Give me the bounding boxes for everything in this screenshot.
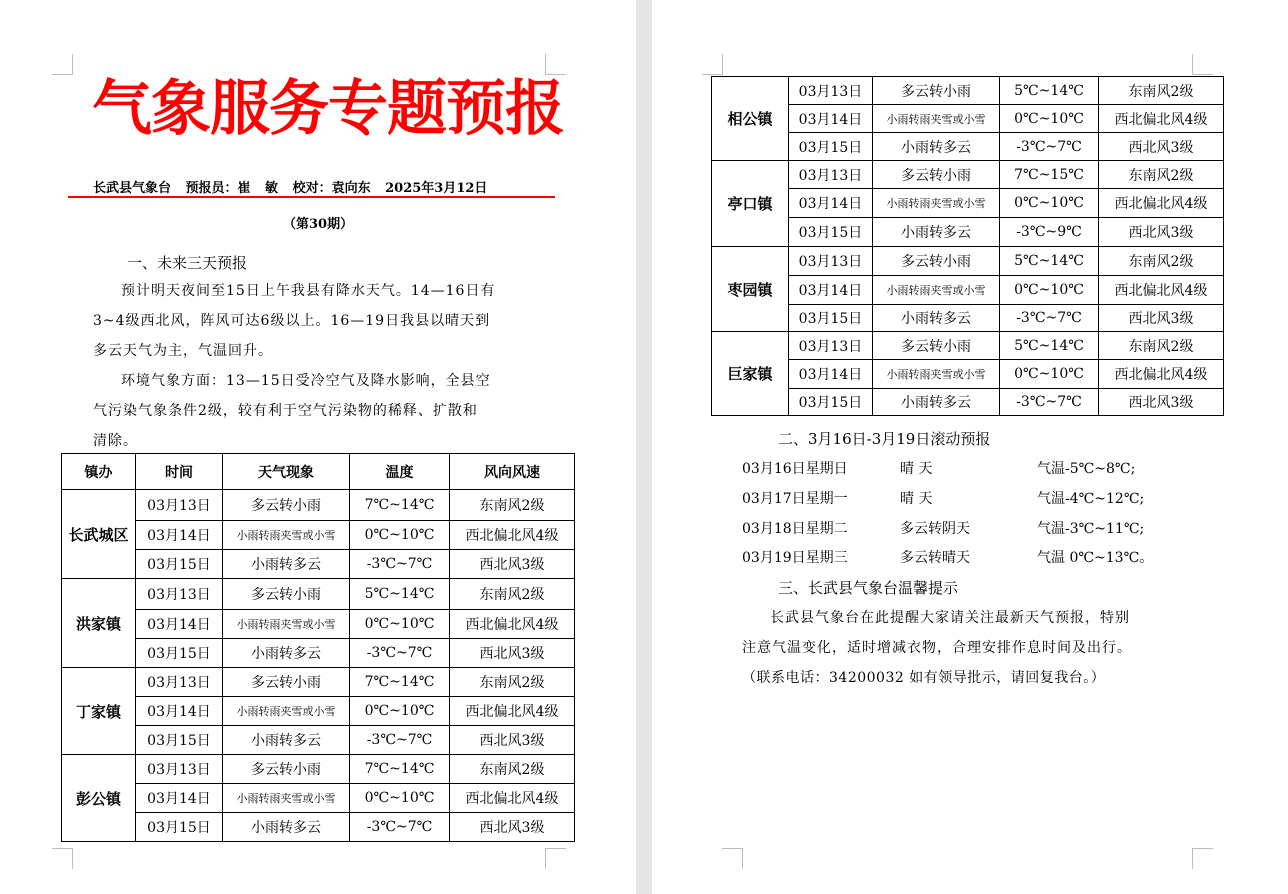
table-row	[62, 579, 575, 610]
forecast-paragraph	[93, 276, 563, 456]
date-cell: 03月14日	[136, 610, 223, 639]
paragraph-line: 长武县气象台在此提醒大家请关注最新天气预报，特别	[770, 610, 1130, 626]
paragraph-line: 预计明天夜间至15日上午我县有降水天气。14—16日有	[121, 283, 496, 299]
date-cell: 03月14日	[136, 784, 223, 813]
table-row	[712, 161, 1224, 189]
temp-cell: -3℃~7℃	[350, 726, 450, 755]
town-name: 长武城区	[62, 490, 136, 579]
roll-weather: 晴 天	[900, 491, 933, 507]
paragraph-line: 清除。	[93, 433, 138, 449]
wind-cell: 西北风3级	[1099, 389, 1224, 416]
table-row	[62, 521, 575, 550]
weather-cell: 小雨转雨夹雪或小雪	[873, 189, 1000, 218]
wind-cell: 东南风2级	[450, 755, 575, 784]
weather-cell: 多云转小雨	[873, 161, 1000, 189]
temp-cell: 0℃~10℃	[1000, 105, 1099, 133]
temp-cell: 7℃~15℃	[1000, 161, 1099, 189]
wind-cell: 西北风3级	[1099, 133, 1224, 161]
weather-cell: 小雨转雨夹雪或小雪	[223, 697, 350, 726]
weather-cell: 多云转小雨	[223, 755, 350, 784]
date-cell: 03月15日	[136, 639, 223, 668]
date-cell: 03月15日	[789, 218, 873, 247]
crop-mark	[1192, 848, 1213, 869]
section-heading-2: 二、3月16日-3月19日滚动预报	[778, 430, 991, 448]
wind-cell: 西北风3级	[1099, 218, 1224, 247]
date-cell: 03月13日	[789, 161, 873, 189]
roll-temp: 气温-5℃~8℃;	[1037, 461, 1136, 477]
weather-cell: 小雨转雨夹雪或小雪	[873, 276, 1000, 305]
temp-cell: -3℃~7℃	[350, 639, 450, 668]
weather-cell: 多云转小雨	[873, 332, 1000, 360]
wind-cell: 东南风2级	[1099, 332, 1224, 360]
temp-cell: 0℃~10℃	[350, 697, 450, 726]
roll-weather: 多云转阴天	[900, 521, 970, 537]
date-cell: 03月14日	[136, 521, 223, 550]
town-name: 枣园镇	[712, 247, 789, 332]
crop-mark	[52, 848, 73, 869]
wind-cell: 西北偏北风4级	[1099, 360, 1224, 389]
column-header: 风向风速	[450, 454, 575, 490]
paragraph-line: 注意气温变化，适时增减衣物，合理安排作息时间及出行。	[742, 640, 1132, 656]
wind-cell: 西北风3级	[450, 550, 575, 579]
temp-cell: 0℃~10℃	[1000, 189, 1099, 218]
date-cell: 03月15日	[789, 305, 873, 332]
temp-cell: 0℃~10℃	[1000, 276, 1099, 305]
temp-cell: 5℃~14℃	[1000, 247, 1099, 276]
wind-cell: 西北偏北风4级	[1099, 276, 1224, 305]
roll-temp: 气温-4℃~12℃;	[1037, 491, 1145, 507]
town-name: 相公镇	[712, 77, 789, 161]
weather-cell: 多云转小雨	[223, 490, 350, 521]
wind-cell: 西北偏北风4级	[450, 521, 575, 550]
table-row	[62, 610, 575, 639]
wind-cell: 东南风2级	[1099, 77, 1224, 105]
date-cell: 03月13日	[789, 332, 873, 360]
masthead-title: 气象服务专题预报	[92, 74, 564, 144]
table-row	[62, 697, 575, 726]
table-row	[62, 813, 575, 842]
town-name: 彭公镇	[62, 755, 136, 842]
weather-cell: 小雨转多云	[223, 639, 350, 668]
date-cell: 03月15日	[789, 133, 873, 161]
crop-mark	[545, 848, 566, 869]
table-row	[62, 784, 575, 813]
table-row	[712, 218, 1224, 247]
roll-date: 03月19日星期三	[742, 550, 848, 566]
wind-cell: 西北偏北风4级	[450, 610, 575, 639]
date-cell: 03月13日	[136, 579, 223, 610]
town-name: 丁家镇	[62, 668, 136, 755]
table-row	[712, 77, 1224, 105]
weather-cell: 小雨转多云	[223, 813, 350, 842]
table-row	[62, 490, 575, 521]
contact-line: （联系电话：34200032 如有领导批示，请回复我台。）	[742, 670, 1106, 686]
table-row	[712, 247, 1224, 276]
date-cell: 03月13日	[789, 247, 873, 276]
temp-cell: 0℃~10℃	[350, 521, 450, 550]
section-heading-1: 一、未来三天预报	[127, 254, 248, 272]
table-row	[712, 332, 1224, 360]
wind-cell: 东南风2级	[1099, 161, 1224, 189]
temp-cell: 7℃~14℃	[350, 490, 450, 521]
roll-date: 03月17日星期一	[742, 491, 848, 507]
weather-cell: 小雨转多云	[873, 389, 1000, 416]
wind-cell: 西北风3级	[1099, 305, 1224, 332]
table-row	[62, 639, 575, 668]
temp-cell: 0℃~10℃	[1000, 360, 1099, 389]
date-cell: 03月13日	[136, 490, 223, 521]
wind-cell: 西北偏北风4级	[450, 784, 575, 813]
roll-temp: 气温-3℃~11℃;	[1037, 521, 1145, 537]
wind-cell: 西北风3级	[450, 813, 575, 842]
wind-cell: 东南风2级	[450, 579, 575, 610]
wind-cell: 东南风2级	[1099, 247, 1224, 276]
temp-cell: 0℃~10℃	[350, 610, 450, 639]
weather-cell: 小雨转多云	[873, 133, 1000, 161]
date-cell: 03月15日	[136, 550, 223, 579]
temp-cell: -3℃~7℃	[350, 550, 450, 579]
column-header: 天气现象	[223, 454, 350, 490]
temp-cell: -3℃~7℃	[1000, 389, 1099, 416]
issue-number: （第30期）	[283, 217, 354, 232]
paragraph-line: 多云天气为主，气温回升。	[93, 343, 273, 359]
town-name: 巨家镇	[712, 332, 789, 416]
temp-cell: -3℃~9℃	[1000, 218, 1099, 247]
table-row	[62, 550, 575, 579]
weather-cell: 小雨转雨夹雪或小雪	[223, 784, 350, 813]
temp-cell: -3℃~7℃	[350, 813, 450, 842]
roll-date: 03月16日星期日	[742, 461, 848, 477]
wind-cell: 西北偏北风4级	[1099, 189, 1224, 218]
roll-weather: 晴 天	[900, 461, 933, 477]
weather-cell: 小雨转雨夹雪或小雪	[873, 105, 1000, 133]
crop-mark	[722, 848, 743, 869]
weather-cell: 小雨转雨夹雪或小雪	[873, 360, 1000, 389]
weather-cell: 小雨转多云	[873, 218, 1000, 247]
town-name: 洪家镇	[62, 579, 136, 668]
paragraph-line: 3~4级西北风，阵风可达6级以上。16—19日我县以晴天到	[93, 313, 491, 329]
wind-cell: 西北风3级	[450, 639, 575, 668]
forecast-table	[61, 453, 575, 842]
reminder-paragraph	[742, 603, 1220, 693]
table-row	[62, 755, 575, 784]
paragraph-line: 气污染气象条件2级，较有利于空气污染物的稀释、扩散和	[93, 403, 478, 419]
temp-cell: -3℃~7℃	[1000, 305, 1099, 332]
weather-cell: 多云转小雨	[223, 668, 350, 697]
weather-cell: 小雨转雨夹雪或小雪	[223, 610, 350, 639]
table-row	[712, 276, 1224, 305]
column-header: 温度	[350, 454, 450, 490]
table-row	[712, 360, 1224, 389]
table-row	[712, 189, 1224, 218]
table-row	[62, 668, 575, 697]
roll-weather: 多云转晴天	[900, 550, 970, 566]
town-name: 亭口镇	[712, 161, 789, 247]
date-cell: 03月13日	[136, 668, 223, 697]
document-page-1	[0, 0, 636, 894]
wind-cell: 西北风3级	[450, 726, 575, 755]
temp-cell: 5℃~14℃	[1000, 332, 1099, 360]
table-row	[712, 105, 1224, 133]
weather-cell: 小雨转多云	[873, 305, 1000, 332]
temp-cell: 5℃~14℃	[1000, 77, 1099, 105]
temp-cell: -3℃~7℃	[1000, 133, 1099, 161]
date-cell: 03月13日	[789, 77, 873, 105]
table-row	[712, 389, 1224, 416]
table-row	[62, 726, 575, 755]
crop-mark	[702, 54, 723, 75]
weather-cell: 小雨转雨夹雪或小雪	[223, 521, 350, 550]
roll-date: 03月18日星期二	[742, 521, 848, 537]
weather-cell: 多云转小雨	[873, 77, 1000, 105]
wind-cell: 西北偏北风4级	[1099, 105, 1224, 133]
table-row	[712, 305, 1224, 332]
column-header: 镇办	[62, 454, 136, 490]
forecast-table-continued	[711, 76, 1224, 416]
date-cell: 03月13日	[136, 755, 223, 784]
date-cell: 03月14日	[136, 697, 223, 726]
weather-cell: 多云转小雨	[873, 247, 1000, 276]
red-divider	[68, 196, 555, 198]
roll-temp: 气温 0℃~13℃。	[1037, 550, 1154, 566]
byline: 长武县气象台 预报员：崔 敏 校对：袁向东 2025年3月12日	[93, 181, 488, 196]
temp-cell: 7℃~14℃	[350, 668, 450, 697]
wind-cell: 西北偏北风4级	[450, 697, 575, 726]
wind-cell: 东南风2级	[450, 668, 575, 697]
temp-cell: 7℃~14℃	[350, 755, 450, 784]
crop-mark	[1192, 54, 1213, 75]
weather-cell: 小雨转多云	[223, 726, 350, 755]
temp-cell: 5℃~14℃	[350, 579, 450, 610]
date-cell: 03月15日	[789, 389, 873, 416]
table-header-row	[62, 454, 575, 490]
section-heading-3: 三、长武县气象台温馨提示	[778, 579, 959, 597]
weather-cell: 多云转小雨	[223, 579, 350, 610]
date-cell: 03月14日	[789, 276, 873, 305]
wind-cell: 东南风2级	[450, 490, 575, 521]
table-row	[712, 133, 1224, 161]
column-header: 时间	[136, 454, 223, 490]
date-cell: 03月15日	[136, 726, 223, 755]
crop-mark	[52, 54, 73, 75]
date-cell: 03月15日	[136, 813, 223, 842]
date-cell: 03月14日	[789, 360, 873, 389]
weather-cell: 小雨转多云	[223, 550, 350, 579]
temp-cell: 0℃~10℃	[350, 784, 450, 813]
date-cell: 03月14日	[789, 189, 873, 218]
date-cell: 03月14日	[789, 105, 873, 133]
paragraph-line: 环境气象方面：13—15日受冷空气及降水影响，全县空	[121, 373, 491, 389]
